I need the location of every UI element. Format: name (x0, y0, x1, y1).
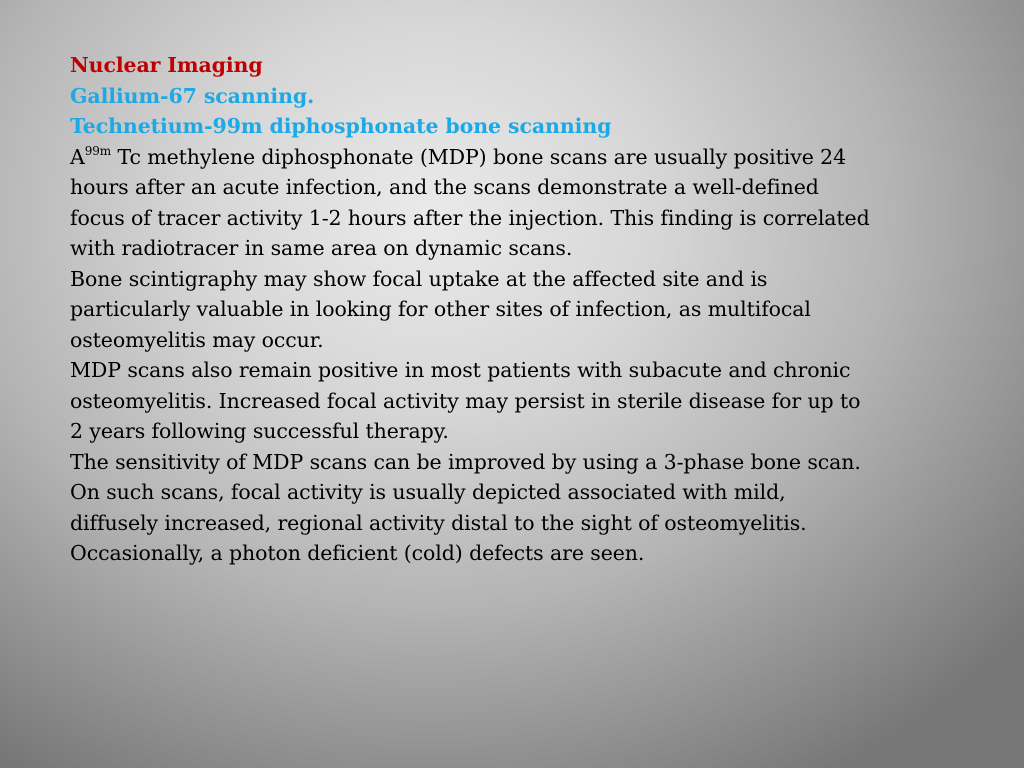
superscript-isotope: 99m (84, 143, 112, 158)
heading-gallium-scanning: Gallium-67 scanning. (70, 83, 315, 108)
slide-content (70, 50, 950, 569)
paragraph-line: osteomyelitis. Increased focal activity may persist in sterile disease for up to (70, 388, 861, 413)
paragraph-line: with radiotracer in same area on dynamic scans. (70, 236, 573, 260)
paragraph-line: particularly valuable in looking for other sites of infection, as multifocal (70, 297, 811, 321)
paragraph-line: diffusely increased, regional activity distal to the sight of osteomyelitis. (70, 510, 807, 535)
paragraph-line: 2 years following successful therapy. (70, 419, 449, 443)
paragraph-line: On such scans, focal activity is usually depicted associated with mild, (70, 480, 786, 504)
paragraph-line (70, 142, 950, 173)
paragraph-three-phase-scan (70, 447, 950, 569)
paragraph-line: The sensitivity of MDP scans can be improved by using a 3-phase bone scan. (70, 449, 861, 474)
text-prefix: A (70, 144, 85, 169)
heading-technetium-scanning: Technetium-99m diphosphonate bone scanning (70, 114, 612, 138)
paragraph-line: Occasionally, a photon deficient (cold) defects are seen. (70, 541, 645, 565)
paragraph-mdp-chronic (70, 355, 950, 447)
paragraph-line: focus of tracer activity 1-2 hours after the injection. This finding is correlated (70, 205, 870, 230)
paragraph-line: MDP scans also remain positive in most patients with subacute and chronic (70, 358, 851, 382)
paragraph-bone-scintigraphy (70, 264, 950, 356)
heading-nuclear-imaging: Nuclear Imaging (70, 53, 263, 77)
paragraph-mdp-bone-scans (70, 142, 950, 264)
paragraph-line: Bone scintigraphy may show focal uptake at the affected site and is (70, 266, 768, 291)
paragraph-line: osteomyelitis may occur. (70, 327, 324, 352)
paragraph-line: hours after an acute infection, and the scans demonstrate a well-defined (70, 175, 819, 199)
text-line: Tc methylene diphosphonate (MDP) bone scans are usually positive 24 (111, 144, 847, 169)
